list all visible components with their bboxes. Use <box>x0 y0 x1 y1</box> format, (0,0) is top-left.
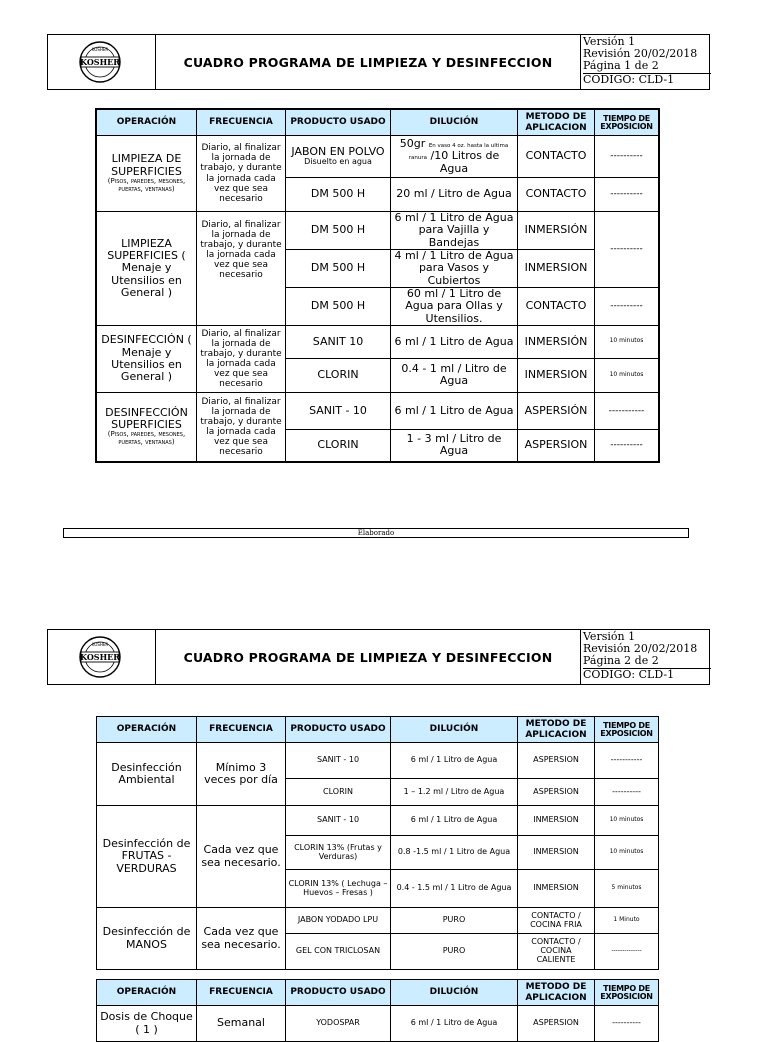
kosher-seal-icon <box>78 635 122 679</box>
logo-cell <box>48 630 156 684</box>
dilution-cell: 0.4 - 1 ml / Litro de Agua <box>391 358 518 392</box>
header-edge-mark <box>709 52 710 64</box>
svg-text:KOSHER: KOSHER <box>80 652 120 662</box>
product-cell: SANIT - 10 <box>286 806 391 836</box>
method-cell: CONTACTO <box>518 136 595 178</box>
dilution-cell: PURO <box>391 934 518 970</box>
kosher-seal-icon <box>78 40 122 84</box>
product-cell: CLORIN 13% (Frutas y Verduras) <box>286 836 391 870</box>
product-cell: SANIT 10 <box>286 325 391 358</box>
exposure-time-cell: ---------- <box>595 287 659 325</box>
cleaning-program-table-2 <box>96 716 659 970</box>
dilution-cell: 0.8 -1.5 ml / 1 Litro de Agua <box>391 836 518 870</box>
frequency-cell: Diario, al finalizar la jornada de trabajo, y durante la jornada cada vez que sea necesario <box>197 212 286 326</box>
product-cell: DM 500 H <box>286 249 391 287</box>
svg-text:KOSHER: KOSHER <box>91 642 109 647</box>
dilution-cell: 20 ml / Litro de Agua <box>391 178 518 212</box>
exposure-time-cell: ---------- <box>595 779 659 806</box>
frequency-cell: Mínimo 3 veces por día <box>197 743 286 806</box>
frequency-cell: Semanal <box>197 1006 286 1042</box>
dilution-cell: 60 ml / 1 Litro de Agua para Ollas y Utensilios. <box>391 287 518 325</box>
table-row <box>97 212 659 250</box>
col-header-metodo: METODO DE APLICACION <box>518 110 595 136</box>
method-cell: CONTACTO / COCINA FRIA <box>518 908 595 934</box>
logo-cell <box>48 35 156 89</box>
product-cell: SANIT - 10 <box>286 743 391 779</box>
exposure-time-cell: ----------- <box>595 743 659 779</box>
svg-text:KOSHER: KOSHER <box>91 47 109 52</box>
col-header-operacion: OPERACIÓN <box>97 110 197 136</box>
col-header-frecuencia: FRECUENCIA <box>197 980 286 1006</box>
dilution-cell: 1 - 3 ml / Litro de Agua <box>391 429 518 461</box>
product-cell: DM 500 H <box>286 287 391 325</box>
page-number-label: Página 1 de 2 <box>583 59 659 73</box>
exposure-time-cell: 10 minutos <box>595 836 659 870</box>
operation-cell: DESINFECCIÓN SUPERFICIES (Pisos, paredes, mesones, puertas, ventanas) <box>97 392 197 461</box>
col-header-producto: PRODUCTO USADO <box>286 717 391 743</box>
table-header-row <box>97 717 659 743</box>
col-header-tiempo: TIEMPO DE EXPOSICION <box>595 717 659 743</box>
frequency-cell: Cada vez que sea necesario. <box>197 806 286 908</box>
code-label: CODIGO: CLD-1 <box>583 73 711 86</box>
product-cell: JABON YODADO LPU <box>286 908 391 934</box>
version-label: Versión 1 <box>583 35 636 48</box>
table-row <box>97 908 659 934</box>
product-cell: SANIT - 10 <box>286 392 391 429</box>
header-edge-mark <box>709 647 710 659</box>
operation-cell: DESINFECCIÓN ( Menaje y Utensilios en General ) <box>97 325 197 392</box>
operation-cell: Desinfección Ambiental <box>97 743 197 806</box>
product-cell: YODOSPAR <box>286 1006 391 1042</box>
exposure-time-cell: ----------- <box>595 392 659 429</box>
dilution-cell: 6 ml / 1 Litro de Agua para Vajilla y Bandejas <box>391 212 518 250</box>
document-info <box>581 35 711 89</box>
exposure-time-cell: ---------- <box>595 136 659 178</box>
col-header-producto: PRODUCTO USADO <box>286 980 391 1006</box>
method-cell: CONTACTO / COCINA CALIENTE <box>518 934 595 970</box>
col-header-producto: PRODUCTO USADO <box>286 110 391 136</box>
svg-text:KOSHER: KOSHER <box>80 57 120 67</box>
exposure-time-cell: ---------- <box>595 178 659 212</box>
code-label: CODIGO: CLD-1 <box>583 668 711 681</box>
method-cell: INMERSION <box>518 806 595 836</box>
method-cell: ASPERSION <box>518 779 595 806</box>
method-cell: INMERSION <box>518 870 595 908</box>
col-header-tiempo: TIEMPO DE EXPOSICION <box>595 110 659 136</box>
page-number-label: Página 2 de 2 <box>583 654 659 668</box>
product-cell: CLORIN <box>286 779 391 806</box>
exposure-time-cell: 5 minutos <box>595 870 659 908</box>
exposure-time-cell: 1 Minuto <box>595 908 659 934</box>
table-header-row <box>97 980 659 1006</box>
method-cell: INMERSION <box>518 358 595 392</box>
operation-cell: Desinfección de MANOS <box>97 908 197 970</box>
dilution-cell: 0.4 - 1.5 ml / 1 Litro de Agua <box>391 870 518 908</box>
product-cell: GEL CON TRICLOSAN <box>286 934 391 970</box>
exposure-time-cell: ---------- <box>595 429 659 461</box>
product-cell: CLORIN <box>286 429 391 461</box>
col-header-frecuencia: FRECUENCIA <box>197 110 286 136</box>
dilution-cell: 1 – 1.2 ml / Litro de Agua <box>391 779 518 806</box>
dilution-cell: 4 ml / 1 Litro de Agua para Vasos y Cubiertos <box>391 249 518 287</box>
method-cell: INMERSIÓN <box>518 325 595 358</box>
revision-label: Revisión 20/02/2018 <box>583 47 698 61</box>
cleaning-program-table-1 <box>96 109 659 462</box>
method-cell: INMERSION <box>518 249 595 287</box>
table-row <box>97 392 659 429</box>
col-header-metodo: METODO DE APLICACION <box>518 717 595 743</box>
col-header-operacion: OPERACIÓN <box>97 717 197 743</box>
revision-label: Revisión 20/02/2018 <box>583 642 698 656</box>
col-header-frecuencia: FRECUENCIA <box>197 717 286 743</box>
product-cell: CLORIN <box>286 358 391 392</box>
col-header-dilucion: DILUCIÓN <box>391 110 518 136</box>
exposure-time-cell: 10 minutos <box>595 358 659 392</box>
dilution-cell: 50gr En vaso 4 oz. hasta la ultima ranura /10 Litros de Agua <box>391 136 518 178</box>
method-cell: INMERSIÓN <box>518 212 595 250</box>
table-header-row <box>97 110 659 136</box>
method-cell: INMERSION <box>518 836 595 870</box>
method-cell: ASPERSION <box>518 1006 595 1042</box>
exposure-time-cell: -------------- <box>595 934 659 970</box>
dilution-cell: 6 ml / 1 Litro de Agua <box>391 325 518 358</box>
exposure-time-cell: 10 minutos <box>595 325 659 358</box>
method-cell: CONTACTO <box>518 287 595 325</box>
dilution-cell: 6 ml / 1 Litro de Agua <box>391 1006 518 1042</box>
operation-cell: LIMPIEZA DE SUPERFICIES (Pisos, paredes, mesones, puertas, ventanas) <box>97 136 197 212</box>
page-1-header <box>47 34 710 90</box>
version-label: Versión 1 <box>583 630 636 643</box>
frequency-cell: Diario, al finalizar la jornada de trabajo, y durante la jornada cada vez que sea necesario <box>197 325 286 392</box>
product-cell: CLORIN 13% ( Lechuga – Huevos – Fresas ) <box>286 870 391 908</box>
page-2-header <box>47 629 710 685</box>
col-header-metodo: METODO DE APLICACION <box>518 980 595 1006</box>
table-row <box>97 806 659 836</box>
col-header-tiempo: TIEMPO DE EXPOSICION <box>595 980 659 1006</box>
dilution-cell: PURO <box>391 908 518 934</box>
method-cell: ASPERSION <box>518 429 595 461</box>
product-cell: DM 500 H <box>286 178 391 212</box>
col-header-dilucion: DILUCIÓN <box>391 717 518 743</box>
dilution-cell: 6 ml / 1 Litro de Agua <box>391 743 518 779</box>
exposure-time-cell: ---------- <box>595 212 659 288</box>
product-cell: JABON EN POLVO Disuelto en agua <box>286 136 391 178</box>
method-cell: CONTACTO <box>518 178 595 212</box>
table-row <box>97 325 659 358</box>
dilution-cell: 6 ml / 1 Litro de Agua <box>391 392 518 429</box>
table-row <box>97 136 659 178</box>
elaborado-footer: Elaborado <box>63 528 689 538</box>
table-row <box>97 743 659 779</box>
operation-cell: Dosis de Choque ( 1 ) <box>97 1006 197 1042</box>
document-title: CUADRO PROGRAMA DE LIMPIEZA Y DESINFECCION <box>156 630 581 684</box>
col-header-operacion: OPERACIÓN <box>97 980 197 1006</box>
cleaning-program-table-3 <box>96 979 659 1042</box>
document-info <box>581 630 711 684</box>
operation-cell: Desinfección de FRUTAS - VERDURAS <box>97 806 197 908</box>
frequency-cell: Cada vez que sea necesario. <box>197 908 286 970</box>
method-cell: ASPERSION <box>518 743 595 779</box>
operation-cell: LIMPIEZA SUPERFICIES ( Menaje y Utensilios en General ) <box>97 212 197 326</box>
exposure-time-cell: 10 minutos <box>595 806 659 836</box>
document-title: CUADRO PROGRAMA DE LIMPIEZA Y DESINFECCION <box>156 35 581 89</box>
exposure-time-cell: ---------- <box>595 1006 659 1042</box>
product-cell: DM 500 H <box>286 212 391 250</box>
col-header-dilucion: DILUCIÓN <box>391 980 518 1006</box>
frequency-cell: Diario, al finalizar la jornada de trabajo, y durante la jornada cada vez que sea necesario <box>197 136 286 212</box>
frequency-cell: Diario, al finalizar la jornada de trabajo, y durante la jornada cada vez que sea necesario <box>197 392 286 461</box>
method-cell: ASPERSIÓN <box>518 392 595 429</box>
dilution-cell: 6 ml / 1 Litro de Agua <box>391 806 518 836</box>
